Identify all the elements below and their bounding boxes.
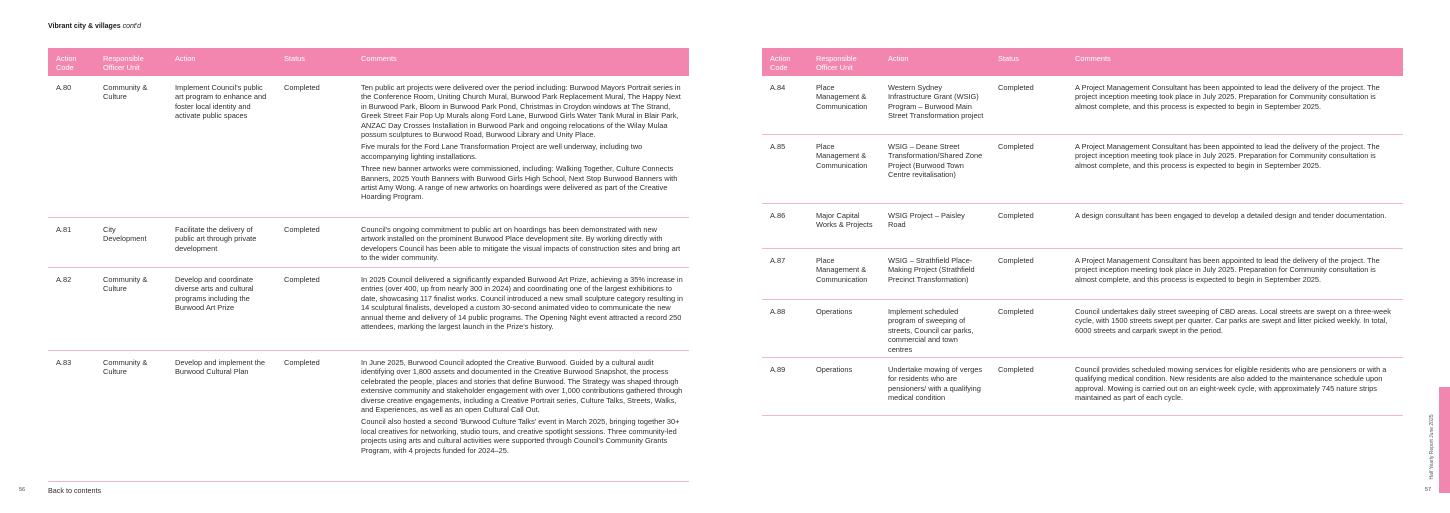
officer-unit: Place Management & Communication xyxy=(816,142,868,170)
status: Completed xyxy=(998,365,1034,374)
table-row xyxy=(48,268,689,351)
table-row xyxy=(48,76,689,218)
officer-unit: Operations xyxy=(816,307,853,316)
action-code: A.80 xyxy=(56,83,72,92)
officer-unit: Community & Culture xyxy=(103,83,148,102)
page-number-left: 56 xyxy=(19,487,26,493)
table-row xyxy=(762,300,1403,358)
table-row xyxy=(762,249,1403,300)
action-code: A.88 xyxy=(770,307,786,316)
comment-paragraph: A design consultant has been engaged to develop a detailed design and tender documentation. xyxy=(1075,211,1387,220)
action-text: Implement scheduled program of sweeping of streets, Council car parks, commercial and town centres xyxy=(888,307,974,354)
comment-paragraph: Council also hosted a second 'Burwood Culture Talks' event in March 2025, bringing together 30+ local creatives for networking, studio tours, and creative spotlight sessions. Three community-led projects using arts and cultural activities were supported through Council's Community Grants Program, with 4 projects funded for 2024–25. xyxy=(361,417,680,455)
table-row xyxy=(48,218,689,268)
col-header-code: Action Code xyxy=(56,54,77,72)
comment-paragraph: Three new banner artworks were commissioned, including: Walking Together, Culture Connects Banners, 2025 Youth Banners with Burwood Girls High School, Next Stop Burwood Banners with artist Amy Wong. A range of new artworks on hoardings were delivered as part of the Creative Hoarding Program. xyxy=(361,164,678,202)
comment-paragraph: Council provides scheduled mowing services for eligible residents who are pensioners or with a qualifying medical condition. New residents are also added to the maintenance schedule upon approval. Mowing is carried out on an eight-week cycle, with approximately 745 nature strips maintained as part of each cycle. xyxy=(1075,365,1387,403)
section-title-contd: cont'd xyxy=(122,23,142,30)
action-code: A.82 xyxy=(56,275,72,284)
comment-paragraph: In 2025 Council delivered a significantly expanded Burwood Art Prize, achieving a 35% increase in entries (over 400, up from nearly 300 in 2024) and coordinating one of the largest exhibitions to date, showcasing 117 finalist works. Council introduced a new small sculpture category resulting in 14 sculptural finalists, developed a custom 30-second animated video to communicate the new annual theme and delivery of 14 public programs. The Opening Night event attracted a record 250 attendees, marking the largest launch in the Prize's history. xyxy=(361,275,683,332)
col-header-comments: Comments xyxy=(361,54,397,63)
action-text: WSIG Project – Paisley Road xyxy=(888,211,965,230)
comments xyxy=(1067,307,1403,335)
table-row xyxy=(762,135,1403,204)
officer-unit: Place Management & Communication xyxy=(816,256,868,284)
status: Completed xyxy=(998,307,1034,316)
table-row xyxy=(48,351,689,482)
status: Completed xyxy=(998,211,1034,220)
col-header-officer: Responsible Officer Unit xyxy=(103,54,144,72)
action-code: A.86 xyxy=(770,211,786,220)
comment-paragraph: Council's ongoing commitment to public art on hoardings has been demonstrated with new artwork installed on the prominent Burwood Place development site. By working directly with developers Council has been able to mitigate the visual impacts of construction sites and bring art to the wider community. xyxy=(361,225,681,263)
footer-divider-left xyxy=(48,481,689,482)
comments xyxy=(1067,211,1403,220)
back-to-contents-link[interactable]: Back to contents xyxy=(48,486,102,495)
action-text: WSIG – Deane Street Transformation/Shared Zone Project (Burwood Town Centre revitalisation) xyxy=(888,142,983,180)
status: Completed xyxy=(998,83,1034,92)
action-text: Western Sydney Infrastructure Grant (WSIG) Program – Burwood Main Street Transformation project xyxy=(888,83,984,121)
table-row xyxy=(762,204,1403,249)
officer-unit: City Development xyxy=(103,225,147,244)
action-code: A.85 xyxy=(770,142,786,151)
comment-paragraph: A Project Management Consultant has been appointed to lead the delivery of the project. The project inception meeting took place in July 2025. Preparation for Community consultation is almost complete, and this process is expected to begin in September 2025. xyxy=(1075,142,1380,170)
actions-table-left xyxy=(48,48,689,482)
col-header-action: Action xyxy=(888,54,909,63)
action-code: A.81 xyxy=(56,225,72,234)
comment-paragraph: Ten public art projects were delivered over the period including: Burwood Mayors Portrait series in the Conference Room, Uniting Church Mural, Burwood Park Replacement Mural, The Happy Next in Burwood Park, Bloom in Burwood Park Pond, Christmas in Croydon windows at The Strand, Greek Street Fair Pop Up Murals along Ford Lane, Burwood Girls Water Tank Mural in Blair Park, ANZAC Day Crosses Installation in Burwood Park and ongoing relocations of the Wilay Mulaa possum sculptures to Burwood Road, Burwood Library and Unity Place. xyxy=(361,83,681,140)
comment-paragraph: A Project Management Consultant has been appointed to lead the delivery of the project. The project inception meeting took place in July 2025. Preparation for Community consultation is almost complete, and this process is expected to begin in September 2025. xyxy=(1075,256,1380,284)
table-header xyxy=(48,48,689,76)
officer-unit: Community & Culture xyxy=(103,275,148,294)
status: Completed xyxy=(998,142,1034,151)
comments xyxy=(353,225,689,263)
officer-unit: Community & Culture xyxy=(103,358,148,377)
page-number-right: 57 xyxy=(1425,487,1432,493)
action-text: Facilitate the delivery of public art through private development xyxy=(175,225,257,253)
status: Completed xyxy=(998,256,1034,265)
comments xyxy=(353,83,689,202)
comment-paragraph: Council undertakes daily street sweeping of CBD areas. Local streets are swept on a three-week cycle, with 1500 streets swept per quarter. Car parks are swept and litter picked weekly. In total, 6000 streets and carpark swept in the period. xyxy=(1075,307,1391,335)
table-row xyxy=(762,358,1403,416)
action-text: WSIG – Strathfield Place-Making Project (Strathfield Precinct Transformation) xyxy=(888,256,975,284)
section-title xyxy=(48,23,141,30)
action-text: Implement Council's public art program to enhance and foster local identity and activate public spaces xyxy=(175,83,267,121)
col-header-code: Action Code xyxy=(770,54,791,72)
comments xyxy=(1067,83,1403,111)
officer-unit: Operations xyxy=(816,365,853,374)
officer-unit: Major Capital Works & Projects xyxy=(816,211,873,230)
comments xyxy=(353,358,689,455)
col-header-officer: Responsible Officer Unit xyxy=(816,54,857,72)
col-header-status: Status xyxy=(998,54,1019,63)
status: Completed xyxy=(284,275,320,284)
comments xyxy=(1067,365,1403,403)
actions-table-right xyxy=(762,48,1403,416)
comment-paragraph: A Project Management Consultant has been appointed to lead the delivery of the project. The project inception meeting took place in July 2025. Preparation for Community consultation is almost complete, and this process is expected to begin in September 2025. xyxy=(1075,83,1380,111)
section-title-text: Vibrant city & villages xyxy=(48,23,121,30)
comments xyxy=(1067,142,1403,170)
status: Completed xyxy=(284,83,320,92)
action-text: Develop and coordinate diverse arts and cultural programs including the Burwood Art Prize xyxy=(175,275,254,313)
status: Completed xyxy=(284,225,320,234)
side-tab-marker xyxy=(1439,387,1450,493)
action-code: A.84 xyxy=(770,83,786,92)
action-code: A.83 xyxy=(56,358,72,367)
status: Completed xyxy=(284,358,320,367)
col-header-comments: Comments xyxy=(1075,54,1111,63)
comment-paragraph: Five murals for the Ford Lane Transformation Project are well underway, including two accompanying lighting installations. xyxy=(361,142,643,161)
table-header xyxy=(762,48,1403,76)
side-report-label xyxy=(1427,408,1437,486)
action-code: A.89 xyxy=(770,365,786,374)
officer-unit: Place Management & Communication xyxy=(816,83,868,111)
col-header-action: Action xyxy=(175,54,196,63)
action-text: Develop and implement the Burwood Cultural Plan xyxy=(175,358,265,377)
action-code: A.87 xyxy=(770,256,786,265)
table-row xyxy=(762,76,1403,135)
comment-paragraph: In June 2025, Burwood Council adopted the Creative Burwood. Guided by a cultural audit identifying over 1,800 assets and documented in the Creative Burwood Snapshot, the process celebrated the people, places and stories that define Burwood. The Strategy was shaped through extensive community and stakeholder engagement with over 1,000 contributions gathered through diverse creative engagements, including a Creative Portrait series, Culture Talks, Streets, Walks, and Experiences, as well as an open Cultural Call Out. xyxy=(361,358,683,415)
side-report-label-text: Half Yearly Report June 2025 xyxy=(1429,414,1435,480)
comments xyxy=(353,275,689,331)
action-text: Undertake mowing of verges for residents who are pensioners/ with a qualifying medical condition xyxy=(888,365,983,403)
comments xyxy=(1067,256,1403,284)
col-header-status: Status xyxy=(284,54,305,63)
